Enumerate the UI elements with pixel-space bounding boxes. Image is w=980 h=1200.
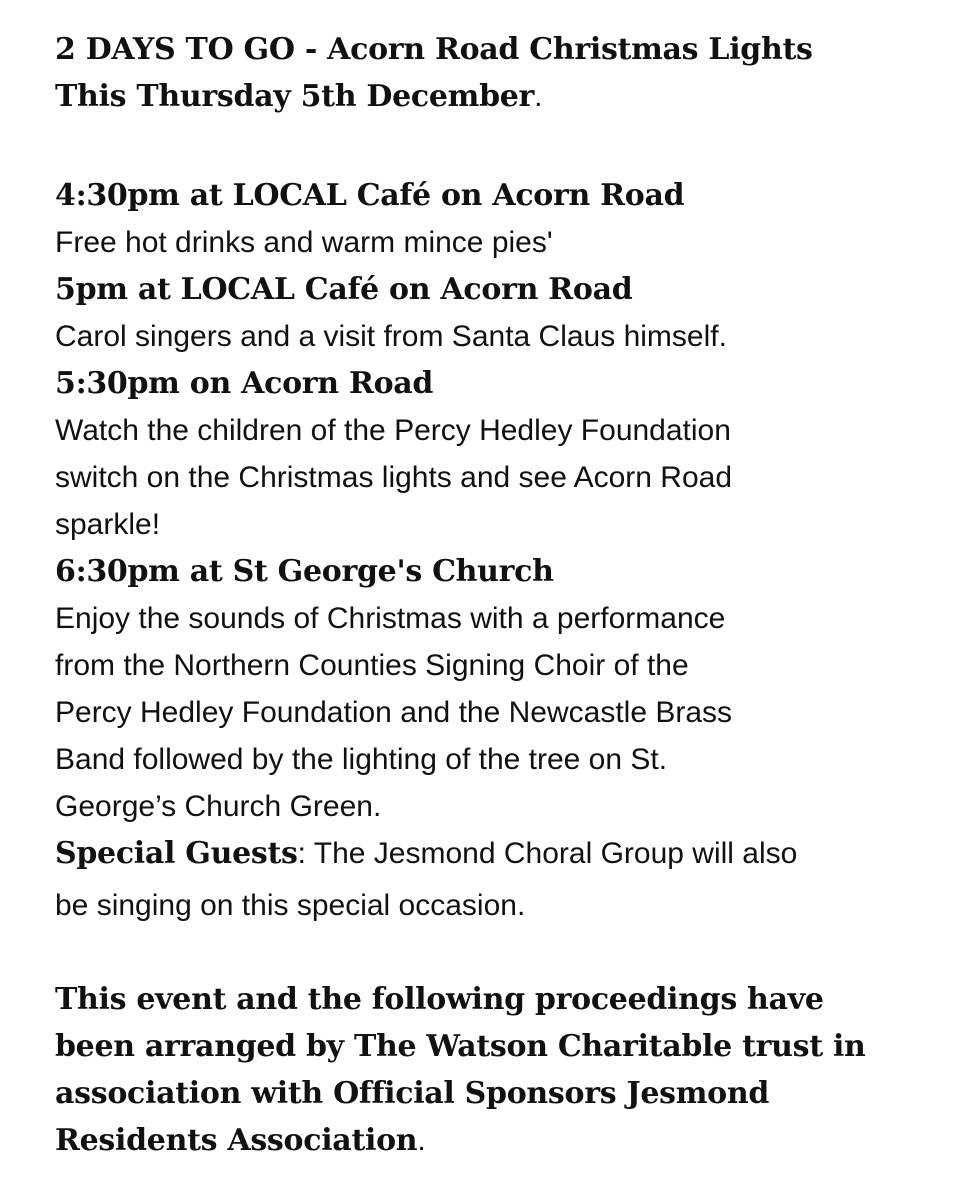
special-guests-text-continued: be singing on this special occasion. xyxy=(55,889,526,922)
schedule-description: Percy Hedley Foundation and the Newcastle Brass xyxy=(55,696,733,729)
spacer xyxy=(55,125,955,172)
special-guests-line xyxy=(55,830,955,882)
date-text: This Thursday 5th December xyxy=(55,79,535,114)
schedule-description: Free hot drinks and warm mince pies' xyxy=(55,226,553,259)
notice-footer xyxy=(55,976,955,1169)
schedule-time-heading: 4:30pm at LOCAL Café on Acorn Road xyxy=(55,178,685,213)
headline: 2 DAYS TO GO - Acorn Road Christmas Lights xyxy=(55,32,813,67)
date-period: . xyxy=(534,80,543,113)
schedule-description: sparkle! xyxy=(55,508,161,541)
date-line xyxy=(55,73,955,125)
footer-line: This event and the following proceedings have xyxy=(55,982,824,1017)
schedule-item-530 xyxy=(55,360,955,548)
special-guests-text: : The Jesmond Choral Group will also xyxy=(297,837,798,870)
footer-period: . xyxy=(417,1124,426,1157)
special-guests-label: Special Guests xyxy=(55,836,298,871)
schedule-description: Watch the children of the Percy Hedley Foundation xyxy=(55,414,731,447)
footer-line-last xyxy=(55,1117,955,1169)
schedule xyxy=(55,172,955,830)
footer-line: Residents Association xyxy=(55,1123,418,1158)
schedule-description: Carol singers and a visit from Santa Claus himself. xyxy=(55,320,727,353)
schedule-time-heading: 5:30pm on Acorn Road xyxy=(55,366,434,401)
notice-header xyxy=(55,26,955,125)
schedule-item-430 xyxy=(55,172,955,266)
schedule-description: switch on the Christmas lights and see Acorn Road xyxy=(55,461,733,494)
schedule-time-heading: 5pm at LOCAL Café on Acorn Road xyxy=(55,272,633,307)
footer-line: association with Official Sponsors Jesmond xyxy=(55,1076,770,1111)
schedule-time-heading: 6:30pm at St George's Church xyxy=(55,554,554,589)
schedule-description: from the Northern Counties Signing Choir of the xyxy=(55,649,689,682)
schedule-description: Band followed by the lighting of the tree on St. xyxy=(55,743,668,776)
schedule-item-630 xyxy=(55,548,955,830)
event-notice xyxy=(55,26,955,1169)
schedule-description: George’s Church Green. xyxy=(55,790,382,823)
footer-line: been arranged by The Watson Charitable trust in xyxy=(55,1029,866,1064)
special-guests xyxy=(55,830,955,929)
spacer xyxy=(55,929,955,976)
schedule-item-5 xyxy=(55,266,955,360)
schedule-description: Enjoy the sounds of Christmas with a performance xyxy=(55,602,726,635)
